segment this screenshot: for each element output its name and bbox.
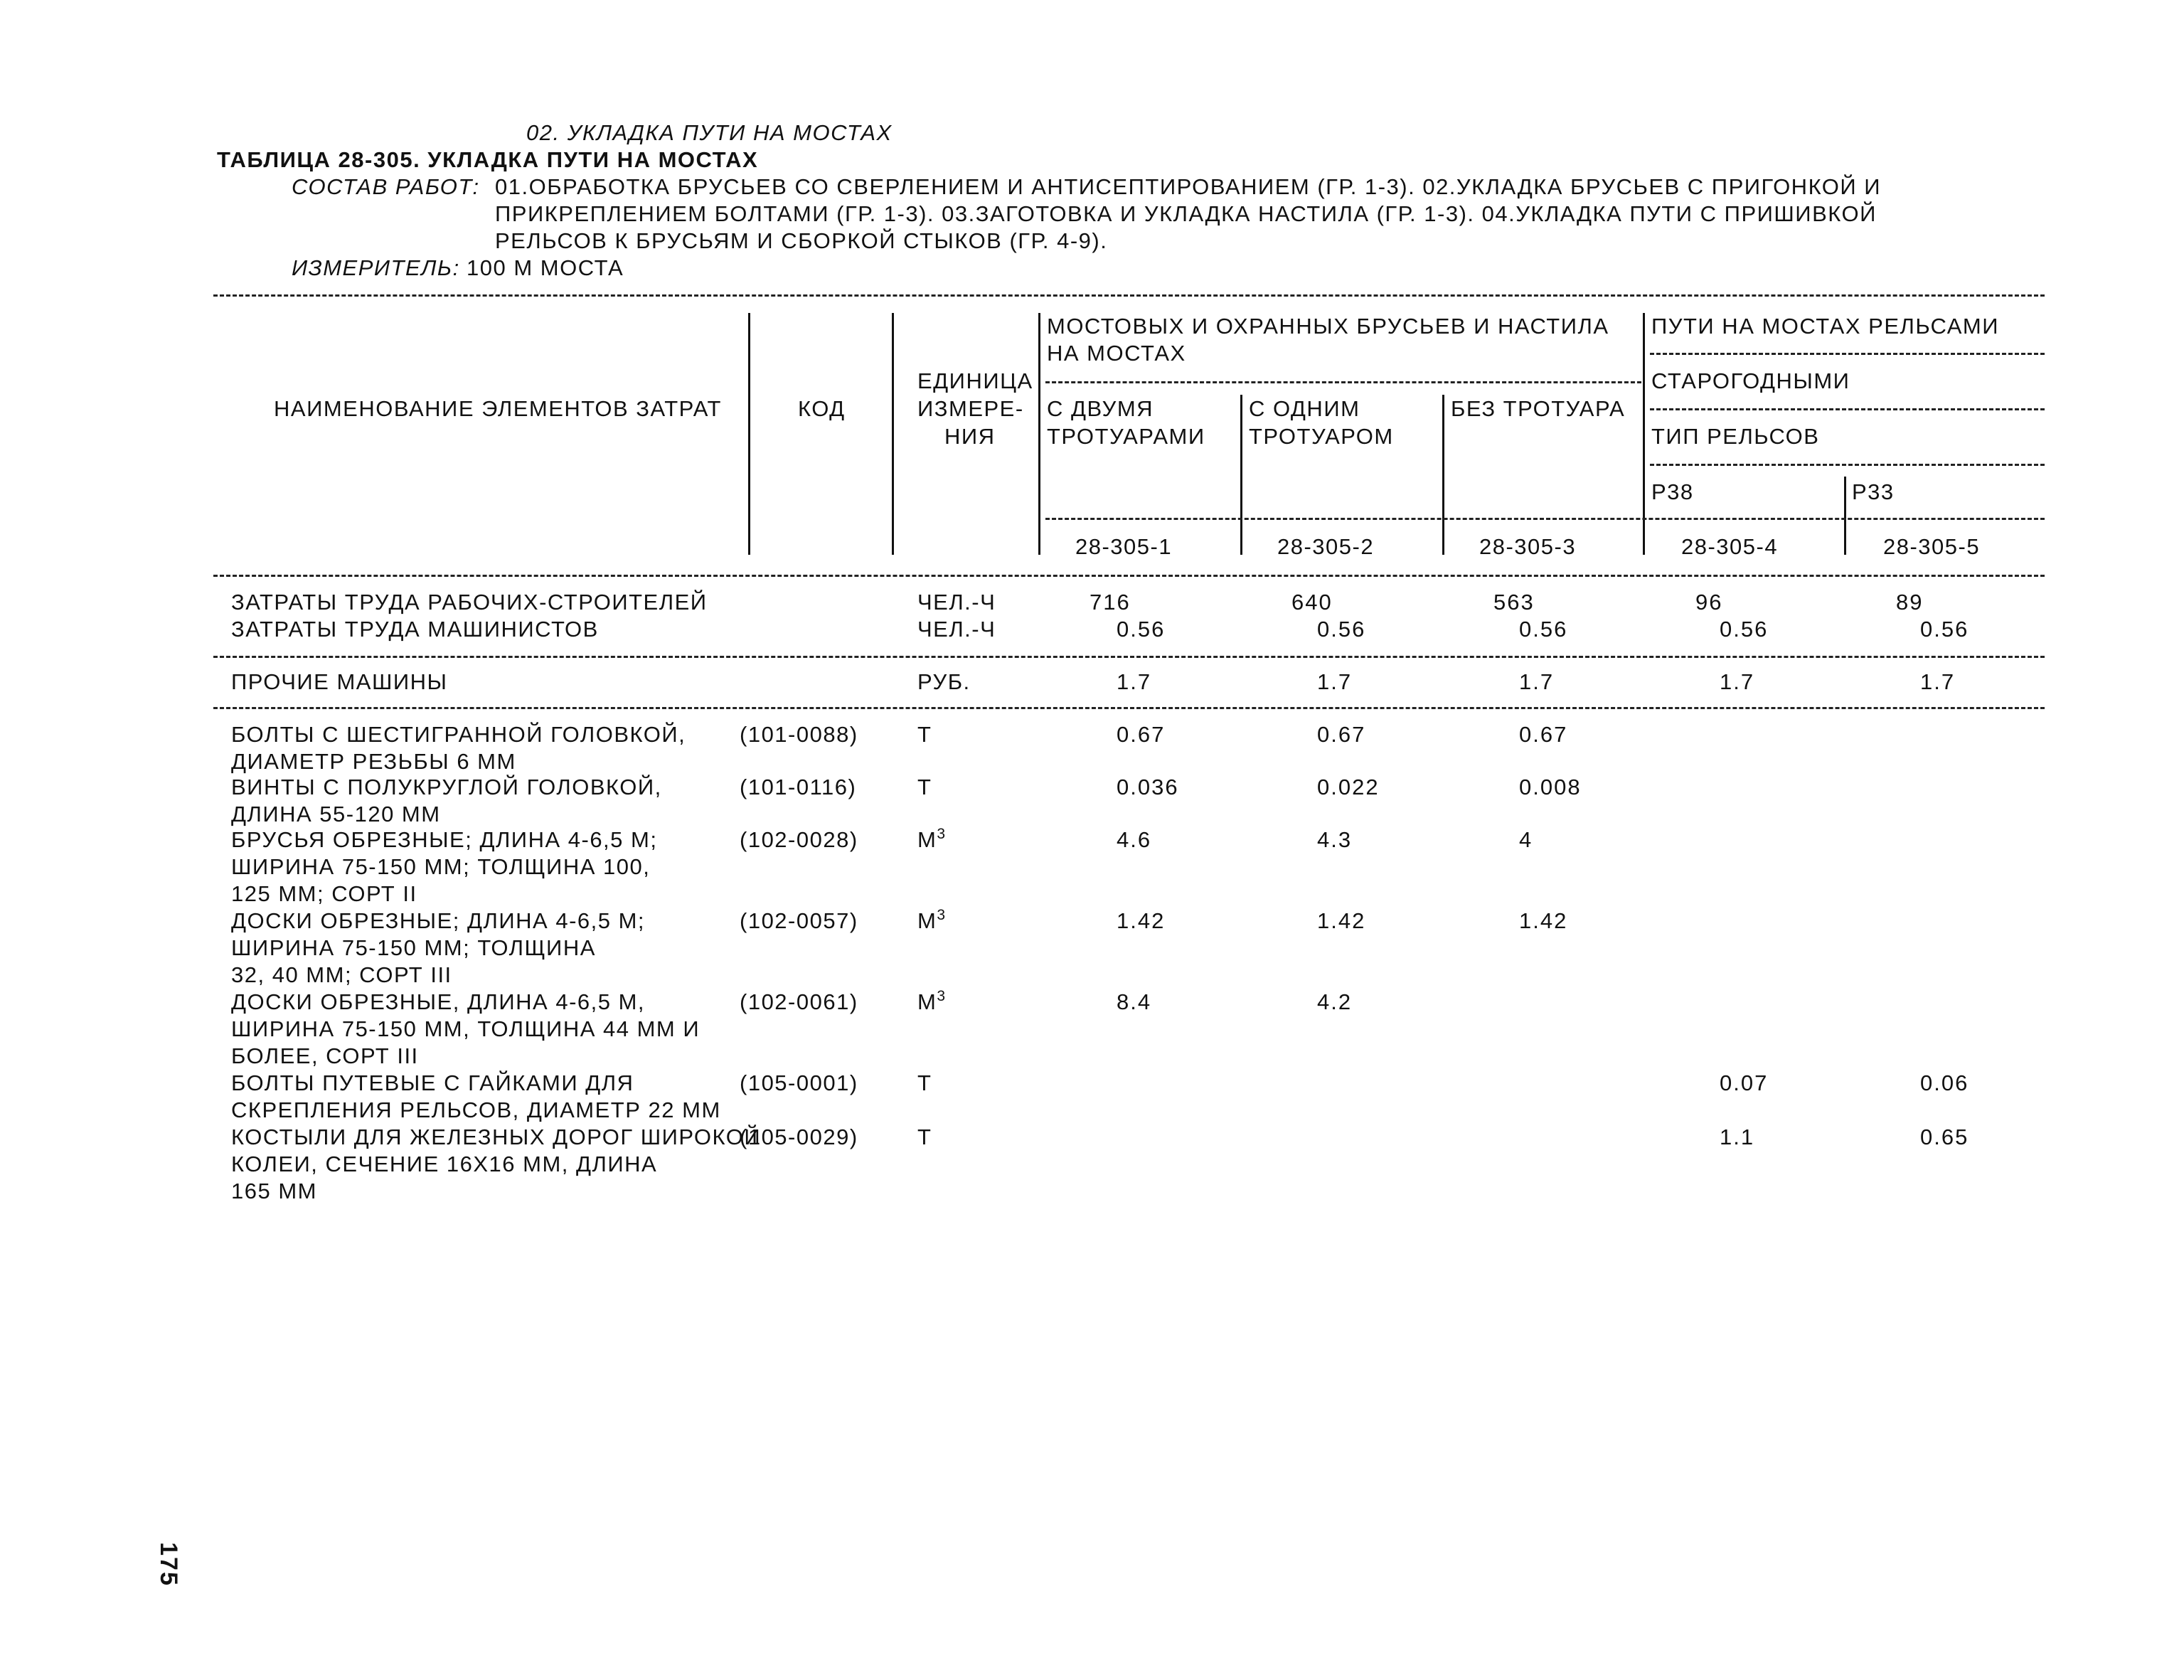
material-name-line: КОЛЕИ, СЕЧЕНИЕ 16Х16 ММ, ДЛИНА xyxy=(231,1152,658,1176)
material-unit-base: М xyxy=(917,989,937,1014)
head-sub3: БЕЗ ТРОТУАРА xyxy=(1451,396,1626,421)
rule-codes xyxy=(1045,518,2045,520)
material-name-line: БОЛТЫ ПУТЕВЫЕ С ГАЙКАМИ ДЛЯ xyxy=(231,1070,634,1095)
material-value: 4.2 xyxy=(1317,989,1353,1014)
material-value: 0.06 xyxy=(1920,1070,1969,1095)
vline-code-unit xyxy=(892,313,894,555)
head-sub1-2: ТРОТУАРАМИ xyxy=(1047,424,1205,449)
material-unit-base: М xyxy=(917,827,937,852)
head-group1-2: НА МОСТАХ xyxy=(1047,341,1186,366)
head-code-1: 28-305-1 xyxy=(1075,534,1173,559)
labor-unit-2: ЧЕЛ.-Ч xyxy=(917,617,996,642)
table-title: ТАБЛИЦА 28-305. УКЛАДКА ПУТИ НА МОСТАХ xyxy=(217,147,759,172)
material-value: 1.42 xyxy=(1317,908,1366,933)
page-number: 175 xyxy=(154,1542,182,1587)
machine-val-4: 1.7 xyxy=(1720,669,1755,694)
labor-1-val-5: 89 xyxy=(1896,590,1924,615)
machine-val-5: 1.7 xyxy=(1920,669,1956,694)
material-unit-exponent: 3 xyxy=(937,988,947,1004)
vline-sub1-sub2 xyxy=(1240,395,1242,555)
labor-2-val-2: 0.56 xyxy=(1317,617,1366,642)
material-name-line: ДОСКИ ОБРЕЗНЫЕ, ДЛИНА 4-6,5 М, xyxy=(231,989,646,1014)
rule-group2-b xyxy=(1650,408,2045,410)
material-code: (102-0028) xyxy=(740,827,858,852)
material-code: (101-0116) xyxy=(740,775,857,799)
material-code: (101-0088) xyxy=(740,722,858,747)
material-value: 0.65 xyxy=(1920,1125,1969,1149)
material-name-line: СКРЕПЛЕНИЯ РЕЛЬСОВ, ДИАМЕТР 22 ММ xyxy=(231,1097,721,1122)
material-name-line: ДОСКИ ОБРЕЗНЫЕ; ДЛИНА 4-6,5 М; xyxy=(231,908,646,933)
material-value: 0.67 xyxy=(1117,722,1166,747)
material-unit xyxy=(917,1070,932,1097)
rule-top xyxy=(213,294,2045,297)
head-sub2-1: С ОДНИМ xyxy=(1249,396,1360,421)
material-value: 4.6 xyxy=(1117,827,1152,852)
head-unit-2: ИЗМЕРЕ- xyxy=(917,396,1024,421)
rule-labor-bottom xyxy=(213,656,2045,658)
head-sub4: Р38 xyxy=(1651,479,1694,504)
head-group1-1: МОСТОВЫХ И ОХРАННЫХ БРУСЬЕВ И НАСТИЛА xyxy=(1047,314,1609,339)
material-unit-exponent: 3 xyxy=(937,826,947,842)
head-sub1-1: С ДВУМЯ xyxy=(1047,396,1154,421)
material-name-line: 125 ММ; СОРТ II xyxy=(231,881,417,906)
material-value: 0.036 xyxy=(1117,775,1179,799)
vline-sub4-sub5 xyxy=(1844,477,1846,555)
head-code-2: 28-305-2 xyxy=(1277,534,1375,559)
labor-name-1: ЗАТРАТЫ ТРУДА РАБОЧИХ-СТРОИТЕЛЕЙ xyxy=(231,590,708,615)
material-code: (105-0029) xyxy=(740,1125,858,1149)
material-unit xyxy=(917,721,932,748)
material-unit xyxy=(917,774,932,801)
material-name-line: БРУСЬЯ ОБРЕЗНЫЕ; ДЛИНА 4-6,5 М; xyxy=(231,827,658,852)
material-unit-base: Т xyxy=(917,1070,932,1095)
labor-2-val-3: 0.56 xyxy=(1519,617,1568,642)
machine-val-1: 1.7 xyxy=(1117,669,1152,694)
head-code-4: 28-305-4 xyxy=(1681,534,1779,559)
material-unit xyxy=(917,826,947,854)
meter-value: 100 М МОСТА xyxy=(467,255,624,280)
head-code: КОД xyxy=(798,396,846,421)
material-code: (102-0061) xyxy=(740,989,858,1014)
material-value: 1.1 xyxy=(1720,1125,1755,1149)
section-title: 02. УКЛАДКА ПУТИ НА МОСТАХ xyxy=(526,120,893,145)
labor-1-val-2: 640 xyxy=(1291,590,1333,615)
material-name-line: БОЛТЫ С ШЕСТИГРАННОЙ ГОЛОВКОЙ, xyxy=(231,722,686,747)
rule-machine-bottom xyxy=(213,707,2045,709)
composition-line-3: РЕЛЬСОВ К БРУСЬЯМ И СБОРКОЙ СТЫКОВ (ГР. 4-9). xyxy=(495,228,1108,253)
machine-name: ПРОЧИЕ МАШИНЫ xyxy=(231,669,448,694)
material-name-line: БОЛЕЕ, СОРТ III xyxy=(231,1043,419,1068)
head-code-3: 28-305-3 xyxy=(1479,534,1577,559)
material-code: (105-0001) xyxy=(740,1070,858,1095)
labor-1-val-4: 96 xyxy=(1695,590,1723,615)
material-value: 0.008 xyxy=(1519,775,1582,799)
material-name-line: ДИАМЕТР РЕЗЬБЫ 6 ММ xyxy=(231,749,516,774)
labor-unit-1: ЧЕЛ.-Ч xyxy=(917,590,996,615)
material-name-line: ШИРИНА 75-150 ММ; ТОЛЩИНА xyxy=(231,935,596,960)
head-unit-1: ЕДИНИЦА xyxy=(917,368,1033,393)
material-unit-base: Т xyxy=(917,1125,932,1149)
material-name-line: ШИРИНА 75-150 ММ, ТОЛЩИНА 44 ММ И xyxy=(231,1016,701,1041)
head-unit-3: НИЯ xyxy=(944,424,996,449)
labor-1-val-3: 563 xyxy=(1493,590,1535,615)
material-value: 0.022 xyxy=(1317,775,1380,799)
rule-group2-a xyxy=(1650,353,2045,355)
material-value: 4.3 xyxy=(1317,827,1353,852)
head-old-rails: СТАРОГОДНЫМИ xyxy=(1651,368,1850,393)
rule-group1-split xyxy=(1045,381,1641,383)
vline-unit-group xyxy=(1038,313,1040,555)
head-name: НАИМЕНОВАНИЕ ЭЛЕМЕНТОВ ЗАТРАТ xyxy=(274,396,722,421)
head-code-5: 28-305-5 xyxy=(1883,534,1981,559)
labor-1-val-1: 716 xyxy=(1090,590,1131,615)
machine-unit: РУБ. xyxy=(917,669,971,694)
head-sub2-2: ТРОТУАРОМ xyxy=(1249,424,1394,449)
material-name-line: ДЛИНА 55-120 ММ xyxy=(231,802,441,826)
head-group2: ПУТИ НА МОСТАХ РЕЛЬСАМИ xyxy=(1651,314,1999,339)
machine-val-3: 1.7 xyxy=(1519,669,1555,694)
material-value: 0.67 xyxy=(1519,722,1568,747)
material-name-line: 165 ММ xyxy=(231,1179,317,1203)
material-name-line: КОСТЫЛИ ДЛЯ ЖЕЛЕЗНЫХ ДОРОГ ШИРОКОЙ xyxy=(231,1125,762,1149)
composition-label: СОСТАВ РАБОТ: xyxy=(292,174,480,199)
material-code: (102-0057) xyxy=(740,908,858,933)
material-unit-base: М xyxy=(917,908,937,933)
labor-2-val-1: 0.56 xyxy=(1117,617,1166,642)
rule-head-bottom xyxy=(213,575,2045,577)
machine-val-2: 1.7 xyxy=(1317,669,1353,694)
head-rail-type: ТИП РЕЛЬСОВ xyxy=(1651,424,1820,449)
labor-2-val-5: 0.56 xyxy=(1920,617,1969,642)
material-value: 4 xyxy=(1519,827,1533,852)
material-unit-exponent: 3 xyxy=(937,907,947,923)
rule-group2-c xyxy=(1650,464,2045,466)
material-name-line: ШИРИНА 75-150 ММ; ТОЛЩИНА 100, xyxy=(231,854,651,879)
material-unit-base: Т xyxy=(917,722,932,747)
material-unit xyxy=(917,1124,932,1151)
labor-2-val-4: 0.56 xyxy=(1720,617,1769,642)
material-name-line: 32, 40 ММ; СОРТ III xyxy=(231,962,452,987)
vline-name-code xyxy=(748,313,750,555)
material-value: 1.42 xyxy=(1519,908,1568,933)
material-unit-base: Т xyxy=(917,775,932,799)
material-value: 0.67 xyxy=(1317,722,1366,747)
composition-line-2: ПРИКРЕПЛЕНИЕМ БОЛТАМИ (ГР. 1-3). 03.ЗАГОТОВКА И УКЛАДКА НАСТИЛА (ГР. 1-3). 04.УКЛАДКА ПУТИ С ПРИШИВКОЙ xyxy=(495,201,1877,226)
composition-line-1: 01.ОБРАБОТКА БРУСЬЕВ СО СВЕРЛЕНИЕМ И АНТИСЕПТИРОВАНИЕМ (ГР. 1-3). 02.УКЛАДКА БРУСЬЕВ С ПРИГОНКОЙ И xyxy=(495,174,1882,199)
meter-label: ИЗМЕРИТЕЛЬ: xyxy=(292,255,460,280)
vline-sub2-sub3 xyxy=(1442,395,1444,555)
material-unit xyxy=(917,989,947,1016)
labor-name-2: ЗАТРАТЫ ТРУДА МАШИНИСТОВ xyxy=(231,617,599,642)
material-value: 1.42 xyxy=(1117,908,1166,933)
head-sub5: Р33 xyxy=(1852,479,1895,504)
material-value: 0.07 xyxy=(1720,1070,1769,1095)
material-name-line: ВИНТЫ С ПОЛУКРУГЛОЙ ГОЛОВКОЙ, xyxy=(231,775,662,799)
material-unit xyxy=(917,908,947,935)
material-value: 8.4 xyxy=(1117,989,1152,1014)
